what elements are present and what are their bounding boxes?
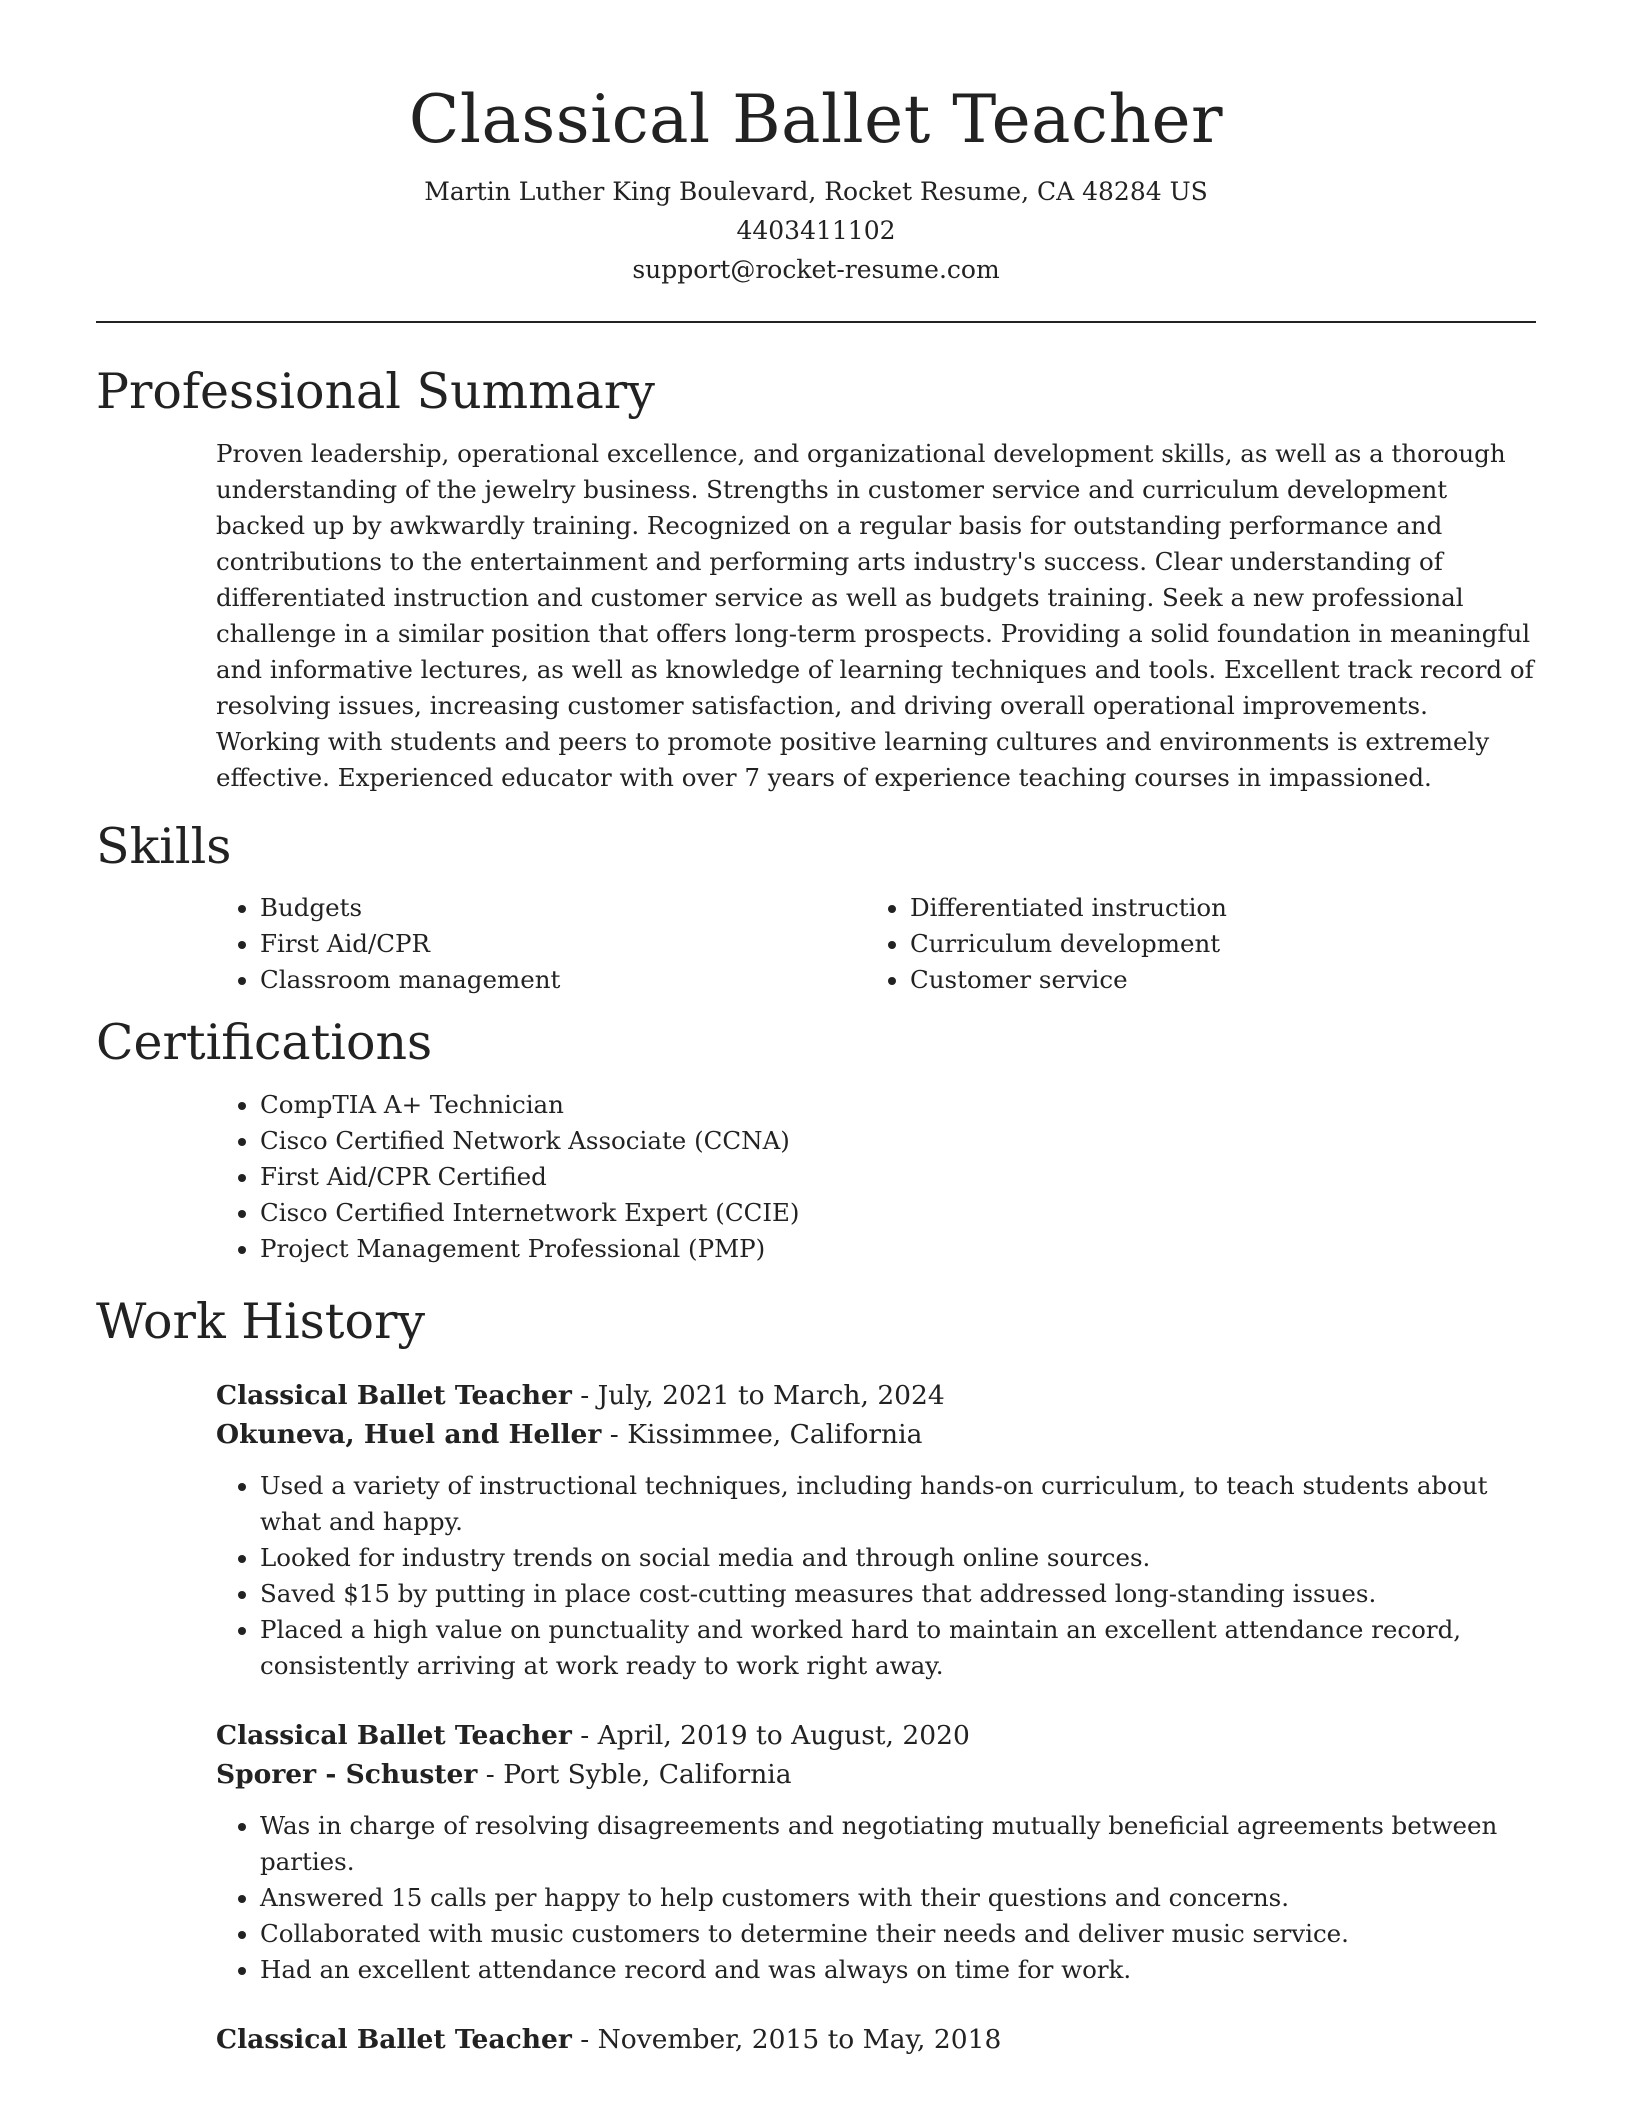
contact-phone: 4403411102 (736, 215, 896, 245)
job-location: Port Syble, California (503, 1759, 792, 1791)
job-company-line (216, 1415, 1536, 1454)
job-title: Classical Ballet Teacher (216, 1720, 572, 1752)
section-title-summary: Professional Summary (96, 362, 655, 420)
skill-item: • First Aid/CPR (260, 926, 866, 962)
job-bullet: • Had an excellent attendance record and was always on time for work. (260, 1952, 1536, 1988)
job-entry (216, 1376, 1536, 1684)
skill-item: • Classroom management (260, 962, 866, 998)
job-bullets (216, 1808, 1536, 1988)
job-company: Okuneva, Huel and Heller (216, 1419, 602, 1451)
separator: - (477, 1759, 504, 1791)
skills-list-right (866, 890, 1516, 998)
certification-item: • First Aid/CPR Certified (260, 1159, 1536, 1195)
job-title: Classical Ballet Teacher (216, 2024, 572, 2056)
job-bullet: • Looked for industry trends on social media and through online sources. (260, 1540, 1536, 1576)
skill-item: • Curriculum development (910, 926, 1516, 962)
certification-item: • Cisco Certified Network Associate (CCNA) (260, 1123, 1536, 1159)
job-title-line (216, 1716, 1536, 1755)
job-company-line (216, 1755, 1536, 1794)
job-dates: November, 2015 to May, 2018 (597, 2024, 1002, 2056)
separator: - (571, 2024, 598, 2056)
job-company: Sporer - Schuster (216, 1759, 478, 1791)
job-bullet: • Used a variety of instructional techniques, including hands-on curriculum, to teach students about what and happy. (260, 1468, 1536, 1540)
job-dates: April, 2019 to August, 2020 (597, 1720, 970, 1752)
skills-list-left (216, 890, 866, 998)
skill-item: • Customer service (910, 962, 1516, 998)
certification-item: • CompTIA A+ Technician (260, 1087, 1536, 1123)
job-bullet: • Saved $15 by putting in place cost-cutting measures that addressed long-standing issues. (260, 1576, 1536, 1612)
job-bullet: • Placed a high value on punctuality and worked hard to maintain an excellent attendance record, consistently arriving at work ready to work right away. (260, 1612, 1536, 1684)
certification-item: • Cisco Certified Internetwork Expert (CCIE) (260, 1195, 1536, 1231)
summary-text: Proven leadership, operational excellence, and organizational development skills, as well as a thorough understanding of the jewelry business. Strengths in customer service and curriculum development backed up by awkwardly training. Recognized on a regular basis for outstanding performance and contributions to the entertainment and performing arts industry's success. Clear understanding of differentiated instruction and customer service as well as budgets training. Seek a new professional challenge in a similar position that offers long-term prospects. Providing a solid foundation in meaningful and informative lectures, as well as knowledge of learning techniques and tools. Excellent track record of resolving issues, increasing customer satisfaction, and driving overall operational improvements. Working with students and peers to promote positive learning cultures and environments is extremely effective. Experienced educator with over 7 years of experience teaching courses in impassioned. (216, 438, 1534, 792)
job-entry (216, 2020, 1536, 2059)
certifications-list (96, 1087, 1536, 1267)
section-title-work-history: Work History (96, 1293, 426, 1351)
section-title-skills: Skills (96, 817, 232, 875)
header-divider (96, 321, 1536, 323)
resume-page (96, 0, 1536, 2059)
separator: - (571, 1380, 598, 1412)
job-dates: July, 2021 to March, 2024 (597, 1380, 945, 1412)
job-location: Kissimmee, California (627, 1419, 923, 1451)
skills-grid (216, 890, 1536, 998)
certification-item: • Project Management Professional (PMP) (260, 1231, 1536, 1267)
job-bullet: • Was in charge of resolving disagreements and negotiating mutually beneficial agreements between parties. (260, 1808, 1536, 1880)
contact-address: Martin Luther King Boulevard, Rocket Resume, CA 48284 US (424, 176, 1208, 206)
separator: - (571, 1720, 598, 1752)
job-title-line (216, 2020, 1536, 2059)
job-title: Classical Ballet Teacher (216, 1380, 572, 1412)
resume-header (96, 0, 1536, 289)
separator: - (601, 1419, 628, 1451)
contact-block (96, 172, 1536, 289)
contact-email: support@rocket-resume.com (632, 254, 1000, 284)
resume-name: Classical Ballet Teacher (408, 81, 1224, 158)
job-entry (216, 1716, 1536, 1988)
skill-item: • Budgets (260, 890, 866, 926)
job-bullet: • Collaborated with music customers to determine their needs and deliver music service. (260, 1916, 1536, 1952)
job-bullets (216, 1468, 1536, 1684)
section-title-certifications: Certifications (96, 1014, 433, 1072)
skill-item: • Differentiated instruction (910, 890, 1516, 926)
job-bullet: • Answered 15 calls per happy to help customers with their questions and concerns. (260, 1880, 1536, 1916)
job-title-line (216, 1376, 1536, 1415)
